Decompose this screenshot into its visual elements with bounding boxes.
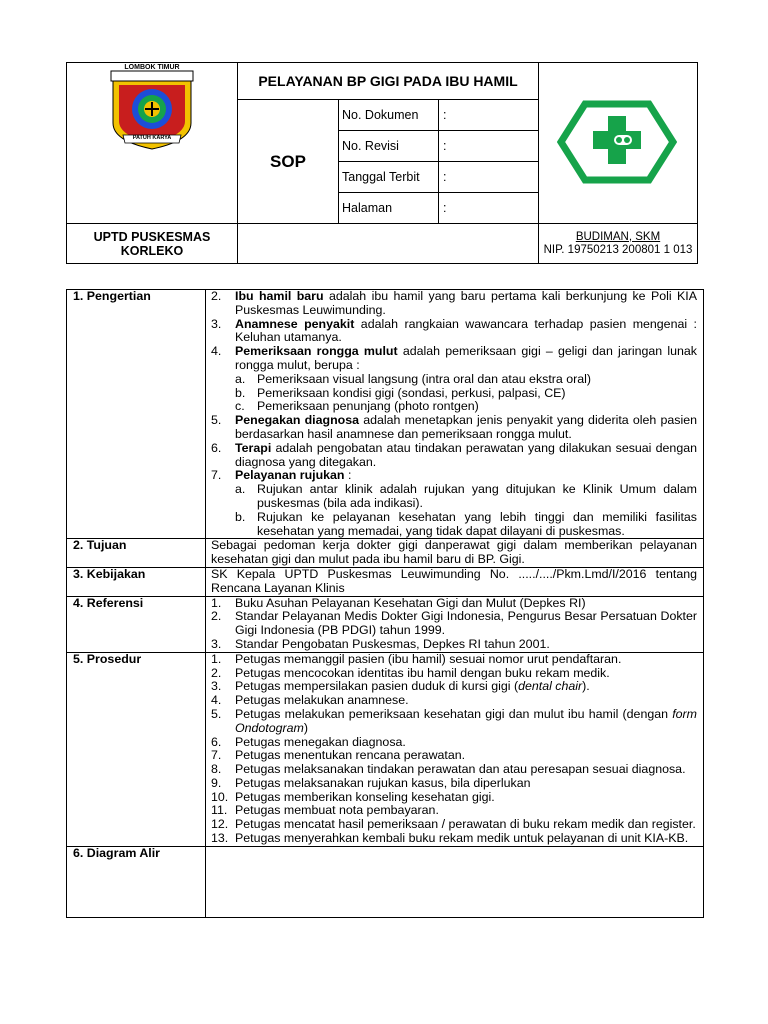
signer-name: BUDIMAN, SKM — [575, 230, 661, 243]
sop-content-table — [66, 289, 704, 918]
section-content-pengertian — [206, 290, 704, 539]
section-content-prosedur — [206, 652, 704, 846]
meta-label-revisi: No. Revisi — [339, 131, 439, 162]
empty-header-cell — [238, 224, 539, 264]
sub-list-item: c. Pemeriksaan penunjang (photo rontgen) — [235, 399, 479, 414]
list-item: 1. Petugas memanggil pasien (ibu hamil) sesuai nomor urut pendaftaran. — [211, 651, 622, 666]
emblem-top-text: LOMBOK TIMUR — [124, 64, 180, 71]
list-item: 8. Petugas melaksanakan tindakan perawatan dan atau peresapan sesuai diagnosa. — [211, 762, 686, 777]
list-item: 13. Petugas menyerahkan kembali buku rekam medik untuk pelayanan di unit KIA-KB. — [211, 831, 689, 846]
list-item: 10. Petugas memberikan konseling kesehatan gigi. — [211, 789, 495, 804]
list-item: 4. Petugas melakukan anamnese. — [211, 693, 409, 708]
section-label-prosedur: 5. Prosedur — [67, 652, 206, 846]
document-title: PELAYANAN BP GIGI PADA IBU HAMIL — [238, 63, 539, 100]
list-item: 3. Standar Pengobatan Puskesmas, Depkes RI tahun 2001. — [211, 636, 550, 651]
section-label-diagram: 6. Diagram Alir — [67, 846, 206, 917]
sub-list-item: a. Rujukan antar klinik adalah rujukan yang ditujukan ke Klinik Umum dalam puskesmas (bila ada indikasi). — [235, 482, 697, 510]
sub-list-item: a. Pemeriksaan visual langsung (intra oral dan atau ekstra oral) — [235, 371, 592, 386]
section-label-referensi: 4. Referensi — [67, 596, 206, 652]
signer-nip: NIP. 19750213 200801 1 013 — [543, 243, 693, 256]
list-item: 6. Terapi adalah pengobatan atau tindakan perawatan yang dilakukan sesuai dengan diagnosa yang ditegakan. — [211, 440, 697, 469]
meta-label-tanggal: Tanggal Terbit — [339, 162, 439, 193]
list-item: 3. Petugas mempersilakan pasien duduk di kursi gigi (dental chair). — [211, 679, 590, 694]
signer-block — [539, 224, 698, 264]
emblem-bottom-text: PATUH KARYA — [132, 135, 172, 141]
list-item: 9. Petugas melaksanakan rujukan kasus, bila diperlukan — [211, 775, 531, 790]
list-item: 2. Standar Pelayanan Medis Dokter Gigi Indonesia, Pengurus Besar Persatuan Dokter Gigi Indonesia (PB PDGI) tahun 1999. — [211, 609, 697, 638]
meta-label-halaman: Halaman — [339, 193, 439, 224]
list-item: 3. Anamnese penyakit adalah rangkaian wawancara terhadap pasien mengenai : Keluhan utamanya. — [211, 316, 697, 345]
list-item: 6. Petugas menegakan diagnosa. — [211, 734, 406, 749]
sub-list-item: b. Pemeriksaan kondisi gigi (sondasi, perkusi, palpasi, CE) — [235, 385, 566, 400]
meta-value-halaman: : — [439, 193, 539, 224]
section-content-referensi — [206, 596, 704, 652]
meta-label-dokumen: No. Dokumen — [339, 100, 439, 131]
list-item: 1. Buku Asuhan Pelayanan Kesehatan Gigi dan Mulut (Depkes RI) — [211, 595, 586, 610]
meta-value-dokumen: : — [439, 100, 539, 131]
section-content-kebijakan: SK Kepala UPTD Puskesmas Leuwimunding No. ...../..../Pkm.Lmd/I/2016 tentang Rencana Layanan Klinis — [206, 567, 704, 596]
list-item: 5. Penegakan diagnosa adalah menetapkan jenis penyakit yang diderita oleh pasien berdasarkan hasil anamnese dan pemeriksaan rongga mulut. — [211, 413, 697, 441]
list-item: 12. Petugas mencatat hasil pemeriksaan / perawatan di buku rekam medik dan register. — [211, 817, 696, 832]
list-item: 2. Petugas mencocokan identitas ibu hamil dengan buku rekam medik. — [211, 665, 610, 680]
list-item: 5. Petugas melakukan pemeriksaan kesehatan gigi dan mulut ibu hamil (dengan form Ondotogram) — [211, 706, 697, 735]
puskesmas-logo-icon — [557, 99, 677, 185]
sub-list-item: b. Rujukan ke pelayanan kesehatan yang lebih tinggi dan memiliki fasilitas kesehatan yang memadai, yang tidak dapat dilayani di puskesmas. — [235, 509, 697, 538]
list-item: 7. Petugas menentukan rencana perawatan. — [211, 748, 466, 763]
organization-name: UPTD PUSKESMAS KORLEKO — [67, 224, 238, 264]
list-item: 11. Petugas membuat nota pembayaran. — [211, 803, 439, 818]
section-label-pengertian: 1. Pengertian — [67, 290, 206, 539]
section-label-kebijakan: 3. Kebijakan — [67, 567, 206, 596]
list-item: 4. Pemeriksaan rongga mulut adalah pemeriksaan gigi – geligi dan jaringan lunak rongga mulut, berupa : a. Pemeriksaan visual langsung (intra oral dan atau ekstra oral) b. Pemeriksaan kondisi gigi (sondasi, perkusi, palpasi, CE) c. Pemeriksaan penunjang (photo rontgen) — [211, 344, 697, 414]
section-content-tujuan: Sebagai pedoman kerja dokter gigi danperawat gigi dalam memberikan pelayanan kesehatan gigi dan mulut pada ibu hamil baru di BP. Gigi. — [206, 539, 704, 568]
list-item: 2. Ibu hamil baru adalah ibu hamil yang baru pertama kali berkunjung ke Poli KIA Puskesmas Leuwimunding. — [211, 289, 697, 317]
section-label-tujuan: 2. Tujuan — [67, 539, 206, 568]
meta-value-tanggal: : — [439, 162, 539, 193]
list-item: 7. Pelayanan rujukan : a. Rujukan antar klinik adalah rujukan yang ditujukan ke Klinik Umum dalam puskesmas (bila ada indikasi). b. Rujukan ke pelayanan kesehatan yang lebih tinggi dan memiliki fasilitas kesehatan yang memadai, yang tidak dapat dilayani di puskesmas. — [211, 468, 697, 538]
meta-value-revisi: : — [439, 131, 539, 162]
logo-cell — [67, 63, 238, 224]
section-content-diagram — [206, 846, 704, 917]
sop-header-table — [66, 62, 698, 264]
puskesmas-logo-cell — [539, 63, 698, 224]
sop-label: SOP — [238, 100, 339, 224]
